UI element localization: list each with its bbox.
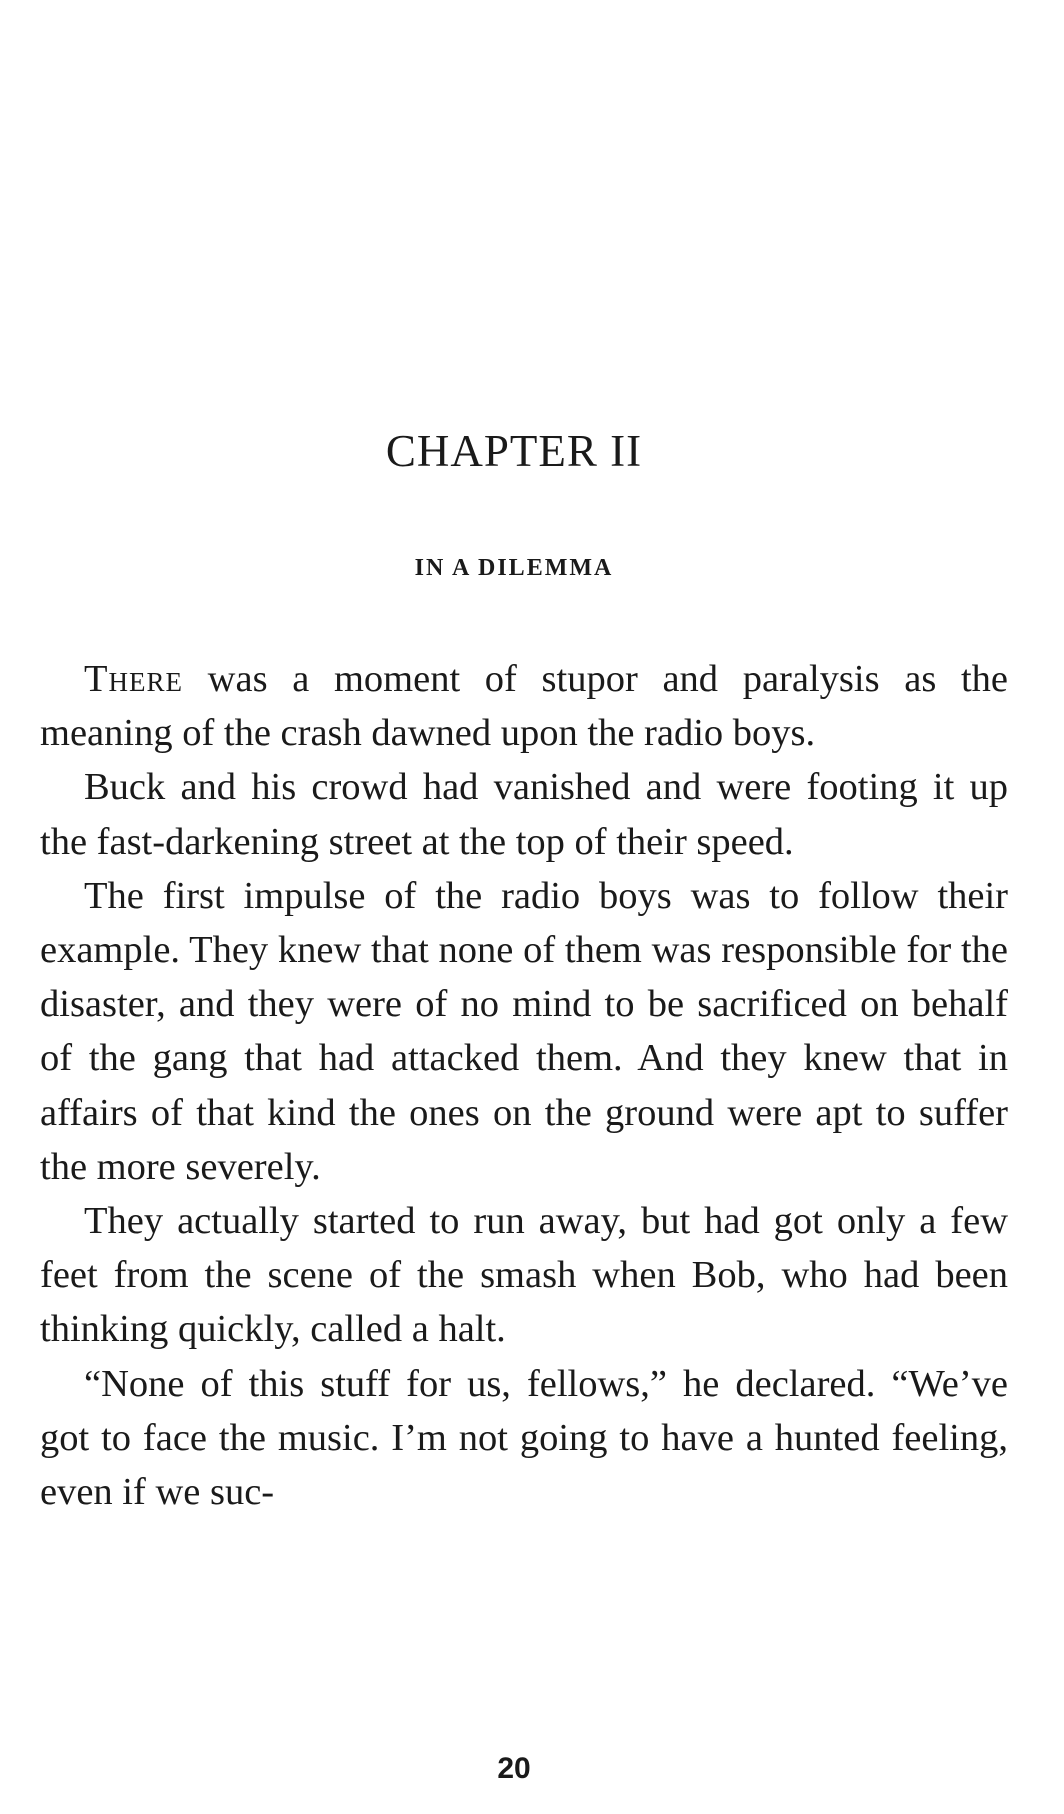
page-number: 20: [497, 1752, 531, 1785]
paragraph-4: They actually started to run away, but had got only a few feet from the scene of the smash when Bob, who had been thinking quickly, called a halt.: [40, 1200, 1008, 1351]
paragraph-text: was a moment of stupor and paralysis as the meaning of the crash dawned upon the radio boys.: [40, 658, 1008, 755]
paragraph-1: [40, 652, 1008, 760]
paragraph-5: “None of this stuff for us, fellows,” he declared. “We’ve got to face the music. I’m not going to have a hunted feeling, even if we suc-: [40, 1362, 1008, 1514]
paragraph-lead-word: There: [84, 658, 184, 700]
paragraph-2: Buck and his crowd had vanished and were footing it up the fast-darkening street at the top of their speed.: [40, 766, 1008, 863]
chapter-heading: CHAPTER II: [385, 426, 643, 476]
paragraph-3: The first impulse of the radio boys was to follow their example. They knew that none of them was responsible for the disaster, and they were of no mind to be sacrificed on behalf of the gang that had attacked them. And they knew that in affairs of that kind the ones on the ground were apt to suffer the more severely.: [40, 874, 1008, 1188]
chapter-title: IN A DILEMMA: [414, 555, 614, 581]
chapter-body: [40, 652, 1008, 1519]
